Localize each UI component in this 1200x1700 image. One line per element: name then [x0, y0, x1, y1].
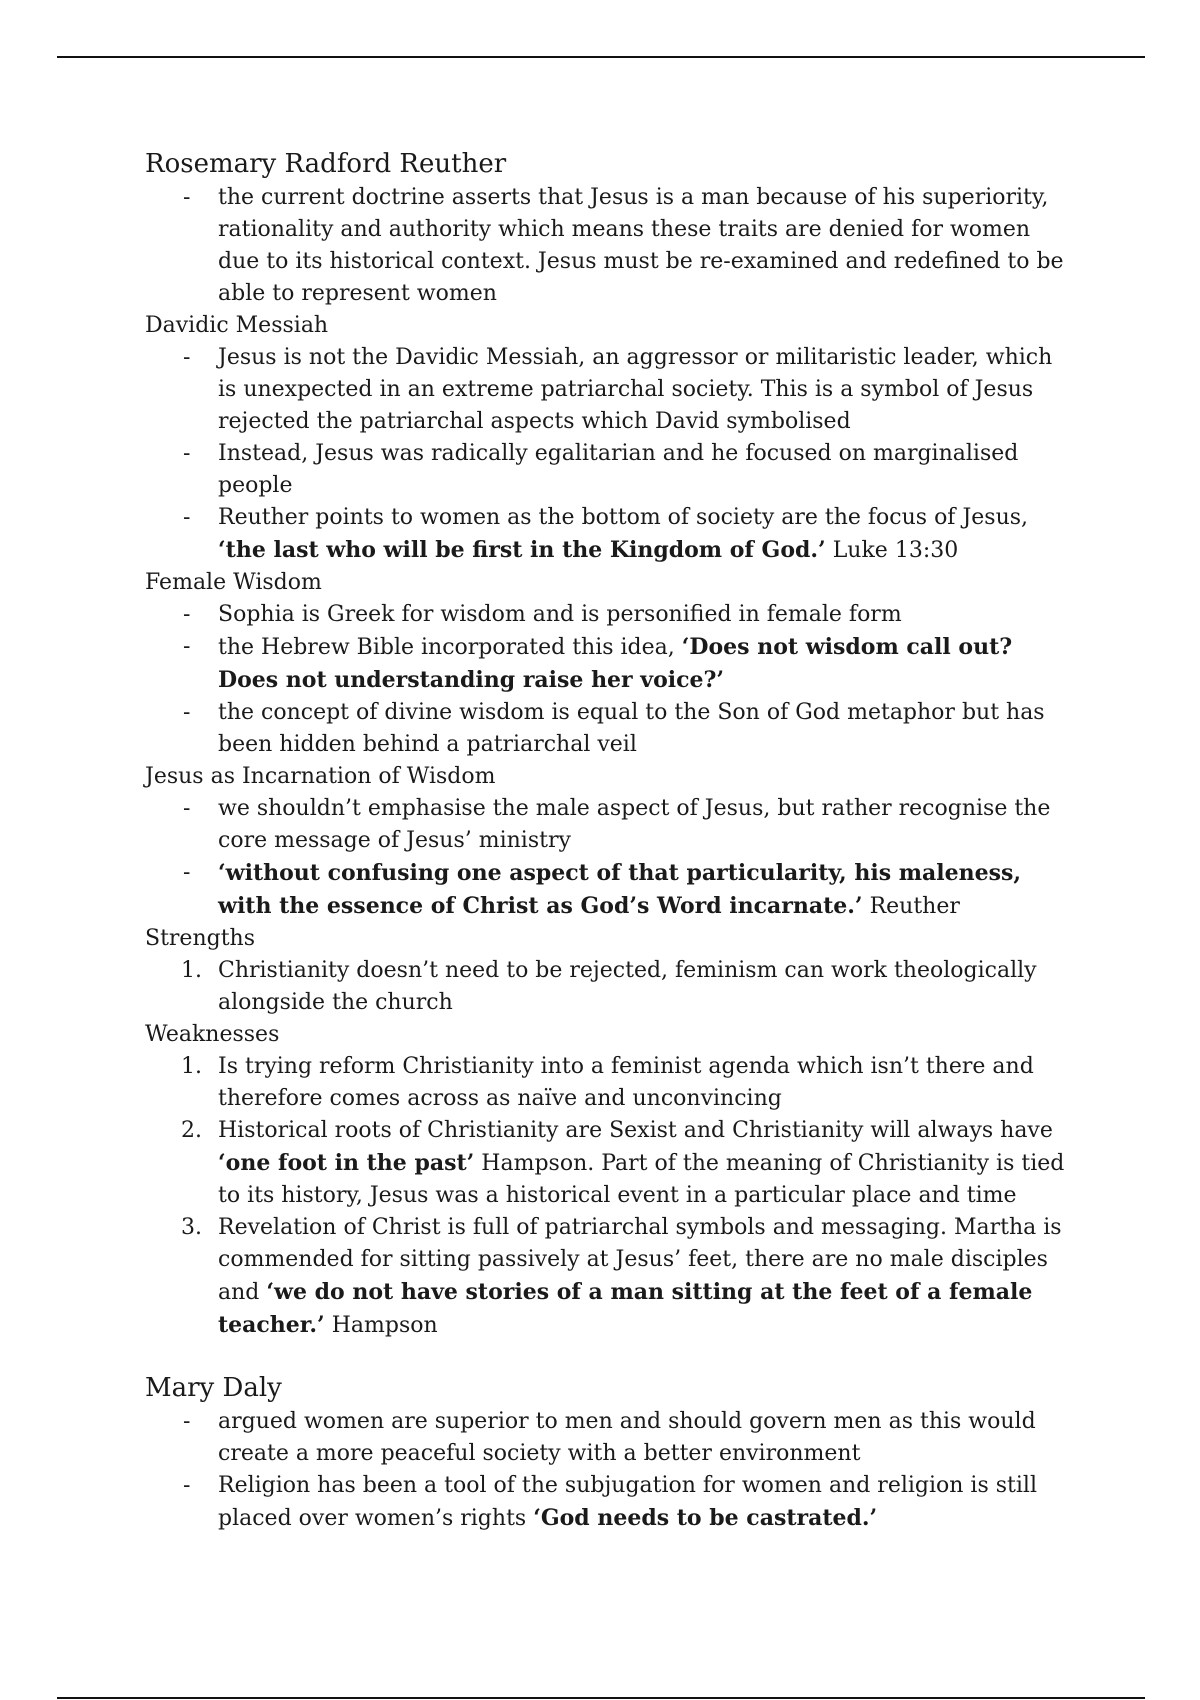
list-item: - Jesus is not the Davidic Messiah, an aggressor or militaristic leader, which is unexpected in an extreme patriarchal society. This is a symbol of Jesus rejected the patriarchal aspects which David symbolised: [145, 342, 1065, 438]
dash-bullet: -: [183, 602, 191, 627]
number-marker: 1.: [181, 958, 202, 983]
bottom-rule: [57, 1697, 1145, 1699]
heading-weaknesses: Weaknesses: [145, 1022, 280, 1047]
dash-bullet: -: [183, 505, 191, 530]
reuther-intro-list: [145, 182, 1065, 310]
heading-strengths: Strengths: [145, 926, 255, 951]
section-gap: [145, 1342, 1065, 1370]
dash-bullet: -: [183, 796, 191, 821]
list-item: - argued women are superior to men and should govern men as this would create a more peaceful society with a better environment: [145, 1406, 1065, 1470]
list-item: - Reuther points to women as the bottom of society are the focus of Jesus, ‘the last who will be first in the Kingdom of God.’ Luke 13:30: [145, 502, 1065, 567]
dash-bullet: -: [183, 185, 191, 210]
number-marker: 1.: [181, 1054, 202, 1079]
dash-bullet: -: [183, 441, 191, 466]
incarnation-list: [145, 793, 1065, 923]
number-marker: 3.: [181, 1215, 202, 1240]
number-marker: 2.: [181, 1118, 202, 1143]
top-rule: [57, 56, 1145, 58]
list-item: - the Hebrew Bible incorporated this idea, ‘Does not wisdom call out? Does not understanding raise her voice?’: [145, 631, 1065, 697]
quote-bold: ‘God needs to be castrated.’: [533, 1505, 878, 1531]
list-item: - we shouldn’t emphasise the male aspect of Jesus, but rather recognise the core message of Jesus’ ministry: [145, 793, 1065, 857]
list-item: - the concept of divine wisdom is equal to the Son of God metaphor but has been hidden behind a patriarchal veil: [145, 697, 1065, 761]
heading-incarnation-of-wisdom: Jesus as Incarnation of Wisdom: [145, 764, 496, 789]
list-item: 1. Is trying reform Christianity into a feminist agenda which isn’t there and therefore comes across as naïve and unconvincing: [145, 1051, 1065, 1115]
list-item: - ‘without confusing one aspect of that particularity, his maleness, with the essence of Christ as God’s Word incarnate.’ Reuther: [145, 857, 1065, 923]
dash-bullet: -: [183, 700, 191, 725]
quote-bold: ‘we do not have stories of a man sitting at the feet of a female teacher.’: [218, 1279, 1033, 1338]
dash-bullet: -: [183, 1409, 191, 1434]
document-body: [145, 146, 1065, 1535]
dash-bullet: -: [183, 1473, 191, 1498]
list-item: - Sophia is Greek for wisdom and is personified in female form: [145, 599, 1065, 631]
strengths-list: [145, 955, 1065, 1019]
dash-bullet: -: [183, 345, 191, 370]
list-item: - Instead, Jesus was radically egalitarian and he focused on marginalised people: [145, 438, 1065, 502]
quote-bold: ‘without confusing one aspect of that particularity, his maleness, with the essence of Christ as God’s Word incarnate.’: [218, 860, 1022, 919]
list-item: 3. Revelation of Christ is full of patriarchal symbols and messaging. Martha is commended for sitting passively at Jesus’ feet, there are no male disciples and ‘we do not have stories of a man sitting at the feet of a female teacher.’ Hampson: [145, 1212, 1065, 1342]
list-item: - Religion has been a tool of the subjugation for women and religion is still placed over women’s rights ‘God needs to be castrated.’: [145, 1470, 1065, 1535]
quote-bold: ‘the last who will be first in the Kingdom of God.’: [218, 537, 826, 563]
quote-bold: ‘one foot in the past’: [218, 1150, 475, 1176]
list-item: 2. Historical roots of Christianity are Sexist and Christianity will always have ‘one foot in the past’ Hampson. Part of the meaning of Christianity is tied to its history, Jesus was a historical event in a particular place and time: [145, 1115, 1065, 1212]
dash-bullet: -: [183, 634, 191, 659]
section-title-daly: Mary Daly: [145, 1373, 282, 1403]
list-item: - the current doctrine asserts that Jesus is a man because of his superiority, rationality and authority which means these traits are denied for women due to its historical context. Jesus must be re-examined and redefined to be able to represent women: [145, 182, 1065, 310]
section-title-reuther: Rosemary Radford Reuther: [145, 149, 507, 179]
heading-female-wisdom: Female Wisdom: [145, 570, 322, 595]
list-item: 1. Christianity doesn’t need to be rejected, feminism can work theologically alongside the church: [145, 955, 1065, 1019]
daly-list: [145, 1406, 1065, 1535]
davidic-messiah-list: [145, 342, 1065, 567]
female-wisdom-list: [145, 599, 1065, 761]
dash-bullet: -: [183, 860, 191, 885]
weaknesses-list: [145, 1051, 1065, 1342]
heading-davidic-messiah: Davidic Messiah: [145, 313, 329, 338]
quote-bold: ‘Does not wisdom call out? Does not understanding raise her voice?’: [218, 634, 1013, 693]
